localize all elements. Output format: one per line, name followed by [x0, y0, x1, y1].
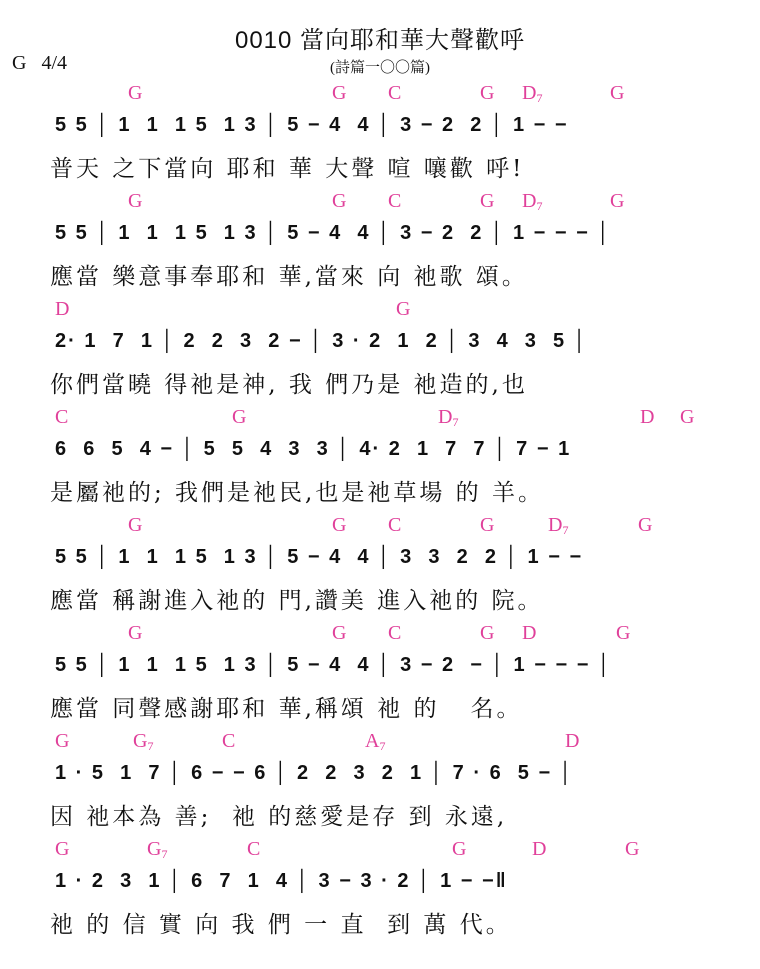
chord-name: D — [522, 82, 537, 104]
chord-row — [0, 622, 760, 648]
chord-name: G — [610, 190, 625, 212]
chord-row — [0, 190, 760, 216]
chord-name: D — [532, 838, 547, 860]
chord-symbol — [638, 514, 652, 537]
chord-row — [0, 82, 760, 108]
chord-symbol — [55, 406, 68, 429]
chord-row — [0, 730, 760, 756]
chord-name: C — [55, 406, 69, 428]
chord-symbol — [332, 514, 346, 537]
chord-name: D — [438, 406, 453, 428]
chord-symbol — [332, 82, 346, 105]
lyrics-line: 應當 稱謝進入祂的 門,讚美 進入祂的 院。 — [50, 588, 544, 614]
key-signature: G 4/4 — [12, 52, 67, 74]
chord-symbol — [128, 82, 142, 105]
lyrics-line: 應當 樂意事奉耶和 華,當來 向 祂歌 頌。 — [50, 264, 528, 290]
chord-symbol — [625, 838, 639, 861]
chord-symbol — [365, 730, 385, 754]
chord-row — [0, 298, 760, 324]
chord-extension: 7 — [562, 523, 569, 537]
chord-name: G — [133, 730, 148, 752]
notation-line: 2· 1 7 1 │ 2 2 3 2 − │ 3 · 2 1 2 │ 3 4 3 5 │ — [55, 330, 589, 352]
chord-name: D — [548, 514, 563, 536]
chord-symbol — [480, 190, 494, 213]
chord-symbol — [388, 190, 401, 213]
chord-symbol — [522, 190, 542, 214]
chord-symbol — [388, 514, 401, 537]
chord-symbol — [640, 406, 654, 429]
chord-name: C — [247, 838, 261, 860]
chord-symbol — [332, 190, 346, 213]
chord-symbol — [522, 622, 536, 645]
chord-name: G — [616, 622, 631, 644]
chord-name: C — [222, 730, 236, 752]
chord-name: C — [388, 190, 402, 212]
chord-name: G — [480, 622, 495, 644]
chord-symbol — [480, 622, 494, 645]
chord-row — [0, 406, 760, 432]
chord-name: G — [332, 190, 347, 212]
chord-name: G — [625, 838, 640, 860]
song-title: 0010 當向耶和華大聲歡呼 — [234, 27, 526, 54]
chord-name: G — [610, 82, 625, 104]
chord-name: G — [128, 622, 143, 644]
chord-symbol — [128, 622, 142, 645]
chord-extension: 7 — [379, 739, 386, 753]
chord-symbol — [128, 190, 142, 213]
chord-symbol — [147, 838, 167, 862]
chord-symbol — [522, 82, 542, 106]
chord-extension: 7 — [161, 847, 168, 861]
chord-name: G — [128, 514, 143, 536]
chord-symbol — [480, 514, 494, 537]
chord-symbol — [616, 622, 630, 645]
chord-symbol — [396, 298, 410, 321]
chord-symbol — [332, 622, 346, 645]
chord-symbol — [388, 622, 401, 645]
chord-symbol — [128, 514, 142, 537]
chord-name: G — [332, 514, 347, 536]
chord-name: G — [680, 406, 695, 428]
lyrics-line: 普天 之下當向 耶和 華 大聲 喧 嚷歡 呼! — [50, 156, 525, 182]
chord-symbol — [565, 730, 579, 753]
chord-name: G — [480, 190, 495, 212]
chord-name: G — [332, 622, 347, 644]
chord-name: D — [55, 298, 70, 320]
chord-symbol — [480, 82, 494, 105]
lyrics-line: 是屬祂的; 我們是祂民,也是祂草場 的 羊。 — [50, 480, 544, 506]
chord-symbol — [388, 82, 401, 105]
chord-name: D — [522, 622, 537, 644]
chord-symbol — [452, 838, 466, 861]
chord-symbol — [55, 730, 69, 753]
chord-name: G — [396, 298, 411, 320]
chord-extension: 7 — [536, 91, 543, 105]
chord-symbol — [610, 190, 624, 213]
chord-name: C — [388, 82, 402, 104]
chord-name: D — [565, 730, 580, 752]
notation-line: 6 6 5 4 − │ 5 5 4 3 3 │ 4· 2 1 7 7 │ 7 − 1 — [55, 438, 572, 460]
chord-name: D — [640, 406, 655, 428]
chord-symbol — [532, 838, 546, 861]
notation-line: 5 5 │ 1 1 1 5 1 3 │ 5 − 4 4 │ 3 − 2 2 │ 1 − − − │ — [55, 222, 612, 244]
chord-symbol — [222, 730, 235, 753]
chord-name: A — [365, 730, 380, 752]
chord-symbol — [247, 838, 260, 861]
chord-symbol — [232, 406, 246, 429]
chord-name: C — [388, 622, 402, 644]
chord-symbol — [55, 838, 69, 861]
chord-name: G — [128, 82, 143, 104]
notation-line: 5 5 │ 1 1 1 5 1 3 │ 5 − 4 4 │ 3 3 2 2 │ 1 − − — [55, 546, 584, 568]
chord-name: G — [452, 838, 467, 860]
chord-symbol — [680, 406, 694, 429]
chord-symbol — [55, 298, 69, 321]
chord-name: G — [480, 514, 495, 536]
chord-name: G — [638, 514, 653, 536]
chord-extension: 7 — [452, 415, 459, 429]
chord-extension: 7 — [536, 199, 543, 213]
notation-line: 5 5 │ 1 1 1 5 1 3 │ 5 − 4 4 │ 3 − 2 − │ 1 − − − │ — [55, 654, 613, 676]
chord-name: G — [55, 838, 70, 860]
lyrics-line: 你們當曉 得祂是神, 我 們乃是 祂造的,也 — [50, 372, 528, 398]
chord-row — [0, 838, 760, 864]
notation-line: 5 5 │ 1 1 1 5 1 3 │ 5 − 4 4 │ 3 − 2 2 │ 1 − − — [55, 114, 569, 136]
chord-name: G — [232, 406, 247, 428]
chord-symbol — [133, 730, 153, 754]
chord-symbol — [548, 514, 568, 538]
chord-name: C — [388, 514, 402, 536]
chord-name: G — [128, 190, 143, 212]
chord-extension: 7 — [147, 739, 154, 753]
chord-name: G — [147, 838, 162, 860]
chord-symbol — [438, 406, 458, 430]
notation-line: 1 · 2 3 1 │ 6 7 1 4 │ 3 − 3 · 2 │ 1 − −‖ — [55, 870, 508, 892]
lyrics-line: 應當 同聲感謝耶和 華,稱頌 祂 的 名。 — [50, 696, 523, 722]
chord-row — [0, 514, 760, 540]
lyrics-line: 因 祂本為 善; 祂 的慈愛是存 到 永遠, — [50, 804, 508, 830]
song-subtitle: (詩篇一〇〇篇) — [330, 60, 430, 76]
chord-name: G — [55, 730, 70, 752]
notation-line: 1 · 5 1 7 │ 6 − − 6 │ 2 2 3 2 1 │ 7 · 6 5 − │ — [55, 762, 575, 784]
chord-name: G — [480, 82, 495, 104]
chord-name: D — [522, 190, 537, 212]
lyrics-line: 祂 的 信 實 向 我 們 一 直 到 萬 代。 — [50, 912, 512, 938]
chord-symbol — [610, 82, 624, 105]
chord-name: G — [332, 82, 347, 104]
